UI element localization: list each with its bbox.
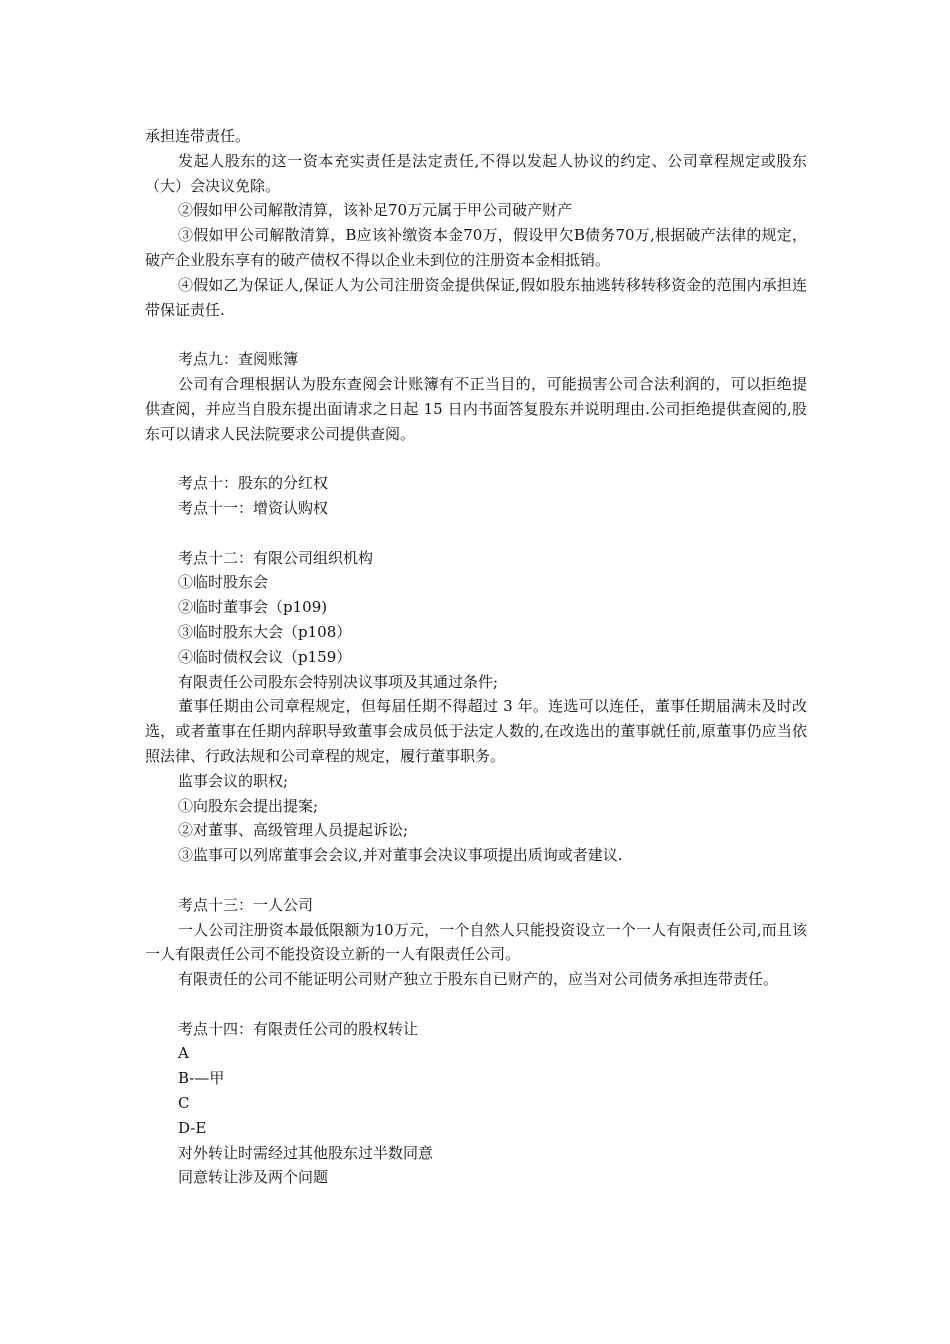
paragraph: 董事任期由公司章程规定，但每届任期不得超过 3 年。连选可以连任，董事任期届满未及时改选，或者董事在任期内辞职导致董事会成员低于法定人数的,在改选出的董事就任前,原董事仍应当依照法律、行政法规和公司章程的规定，履行董事职务。 — [145, 697, 807, 765]
paragraph: B-—甲 — [178, 1069, 225, 1088]
paragraph: 对外转让时需经过其他股东过半数同意 — [178, 1143, 434, 1162]
paragraph: D-E — [178, 1118, 207, 1137]
blank-line — [145, 446, 807, 471]
paragraph: 公司有合理根据认为股东查阅会计账簿有不正当目的，可能损害公司合法利润的，可以拒绝提供查阅，并应当自股东提出面请求之日起 15 日内书面答复股东并说明理由.公司拒绝提供查阅的,股东可以请求人民法院要求公司提供查阅。 — [145, 374, 807, 443]
paragraph: 监事会议的职权; — [178, 771, 289, 790]
paragraph: 考点十：股东的分红权 — [178, 474, 329, 493]
paragraph: 承担连带责任。 — [145, 127, 251, 145]
paragraph: ③监事可以列席董事会会议,并对董事会决议事项提出质询或者建议. — [178, 846, 623, 865]
paragraph: ④假如乙为保证人,保证人为公司注册资金提供保证,假如股东抽逃转移转移资金的范围内承担连带保证责任. — [145, 275, 807, 319]
blank-line — [145, 868, 807, 893]
paragraph: 考点十一：增资认购权 — [178, 498, 329, 517]
blank-line — [145, 992, 807, 1017]
paragraph: ②临时董事会（p109) — [178, 598, 328, 617]
document-body — [145, 124, 807, 1190]
paragraph: 有限责任的公司不能证明公司财产独立于股东自已财产的，应当对公司债务承担连带责任。 — [178, 970, 779, 989]
paragraph: 同意转让涉及两个问题 — [178, 1168, 329, 1187]
blank-line — [145, 322, 807, 347]
paragraph: ①临时股东会 — [178, 573, 269, 592]
paragraph: 考点九：查阅账簿 — [178, 350, 299, 369]
paragraph: A — [178, 1044, 189, 1063]
paragraph: ②假如甲公司解散清算，该补足70万元属于甲公司破产财产 — [178, 201, 573, 220]
paragraph: 考点十三：一人公司 — [178, 895, 314, 914]
paragraph: 考点十四：有限责任公司的股权转让 — [178, 1019, 419, 1038]
paragraph: 有限责任公司股东会特别决议事项及其通过条件; — [178, 672, 499, 691]
paragraph: ①向股东会提出提案; — [178, 796, 319, 815]
paragraph: ④临时债权会议（p159） — [178, 647, 352, 666]
paragraph: 考点十二：有限公司组织机构 — [178, 548, 374, 567]
paragraph: ②对董事、高级管理人员提起诉讼; — [178, 821, 409, 840]
paragraph: ③假如甲公司解散清算，B应该补缴资本金70万，假设甲欠B债务70万,根据破产法律的规定，破产企业股东享有的破产债权不得以企业未到位的注册资本金相抵销。 — [145, 226, 807, 269]
paragraph: 发起人股东的这一资本充实责任是法定责任,不得以发起人协议的约定、公司章程规定或股东（大）会决议免除。 — [145, 151, 807, 195]
paragraph: C — [178, 1094, 190, 1113]
paragraph: 一人公司注册资本最低限额为10万元，一个自然人只能投资设立一个一人有限责任公司,而且该一人有限责任公司不能投资设立新的一人有限责任公司。 — [145, 920, 807, 964]
blank-line — [145, 521, 807, 546]
paragraph: ③临时股东大会（p108） — [178, 622, 352, 641]
